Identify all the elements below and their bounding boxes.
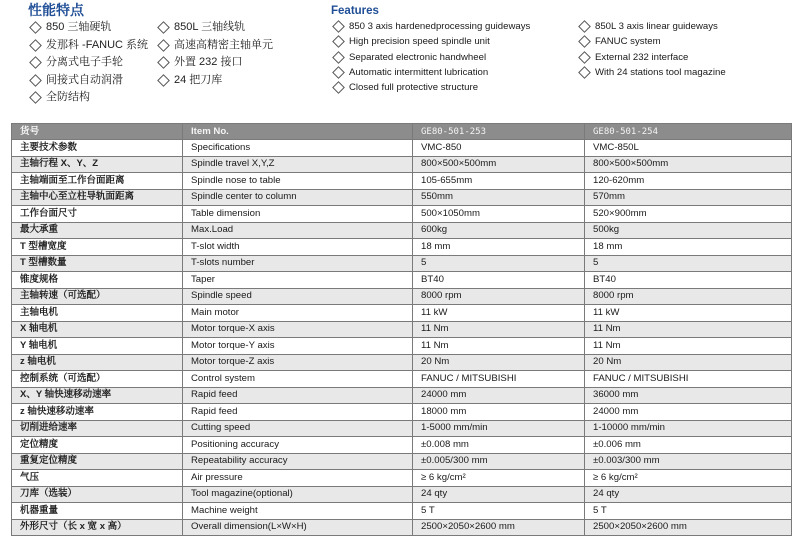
cell-model-a-value: 20 Nm xyxy=(413,354,585,371)
table-row xyxy=(12,321,792,338)
cell-model-b-value: ±0.003/300 mm xyxy=(585,453,792,470)
feature-item: 全防结构 xyxy=(28,89,156,107)
cell-cn-label: 主轴端面至工作台面距离 xyxy=(12,173,183,190)
cell-cn-label: T 型槽数量 xyxy=(12,255,183,272)
cell-model-a-value: 11 Nm xyxy=(413,338,585,355)
cell-model-a-value: ≥ 6 kg/cm² xyxy=(413,470,585,487)
cell-cn-label: 控制系统（可选配） xyxy=(12,371,183,388)
feature-item: 850 3 axis hardenedprocessing guideways xyxy=(331,19,577,34)
cell-model-b-value: 18 mm xyxy=(585,239,792,256)
cell-cn-label: 主轴电机 xyxy=(12,305,183,322)
table-row xyxy=(12,206,792,223)
cell-cn-label: X 轴电机 xyxy=(12,321,183,338)
cell-model-b-value: 5 xyxy=(585,255,792,272)
cell-model-b-value: 500kg xyxy=(585,222,792,239)
diamond-bullet-icon xyxy=(332,66,345,79)
cell-model-b-value: 11 Nm xyxy=(585,321,792,338)
cell-en-label: Rapid feed xyxy=(183,387,413,404)
feature-item: Closed full protective structure xyxy=(331,80,577,95)
cell-en-label: Specifications xyxy=(183,140,413,157)
cell-model-b-value: 800×500×500mm xyxy=(585,156,792,173)
cell-model-b-value: ≥ 6 kg/cm² xyxy=(585,470,792,487)
cell-model-a-value: 24000 mm xyxy=(413,387,585,404)
cell-model-b-value: 11 kW xyxy=(585,305,792,322)
cell-model-b-value: 24000 mm xyxy=(585,404,792,421)
features-en-title: Features xyxy=(331,5,379,17)
cell-model-a-value: 2500×2050×2600 mm xyxy=(413,519,585,536)
feature-item: 850L 3 axis linear guideways xyxy=(577,19,792,34)
table-row xyxy=(12,404,792,421)
cell-model-a-value: FANUC / MITSUBISHI xyxy=(413,371,585,388)
cell-model-b-value: BT40 xyxy=(585,272,792,289)
cell-model-a-value: 800×500×500mm xyxy=(413,156,585,173)
cell-en-label: Table dimension xyxy=(183,206,413,223)
cell-model-a-value: 5 xyxy=(413,255,585,272)
cell-model-a-value: 600kg xyxy=(413,222,585,239)
table-row xyxy=(12,437,792,454)
cell-cn-label: 主轴行程 X、Y、Z xyxy=(12,156,183,173)
cell-model-b-value: FANUC / MITSUBISHI xyxy=(585,371,792,388)
table-row xyxy=(12,503,792,520)
feature-item: With 24 stations tool magazine xyxy=(577,65,792,80)
cell-cn-label: 最大承重 xyxy=(12,222,183,239)
diamond-bullet-icon xyxy=(29,56,42,69)
cell-en-label: Air pressure xyxy=(183,470,413,487)
table-row xyxy=(12,486,792,503)
cell-en-label: Overall dimension(L×W×H) xyxy=(183,519,413,536)
cell-en-label: Rapid feed xyxy=(183,404,413,421)
table-row xyxy=(12,239,792,256)
cell-model-b-value: 36000 mm xyxy=(585,387,792,404)
diamond-bullet-icon xyxy=(29,21,42,34)
diamond-bullet-icon xyxy=(332,20,345,33)
diamond-bullet-icon xyxy=(578,20,591,33)
cell-en-label: Motor torque-X axis xyxy=(183,321,413,338)
cell-cn-label: z 轴快速移动速率 xyxy=(12,404,183,421)
table-row xyxy=(12,272,792,289)
header-cell-item: Item No. xyxy=(183,124,413,140)
table-row xyxy=(12,453,792,470)
cell-cn-label: 主轴转速（可选配） xyxy=(12,288,183,305)
cell-cn-label: z 轴电机 xyxy=(12,354,183,371)
diamond-bullet-icon xyxy=(157,74,170,87)
cell-cn-label: 切削进给速率 xyxy=(12,420,183,437)
cell-cn-label: Y 轴电机 xyxy=(12,338,183,355)
header-cell-cn: 货号 xyxy=(12,124,183,140)
diamond-bullet-icon xyxy=(29,39,42,52)
cell-en-label: T-slots number xyxy=(183,255,413,272)
cell-en-label: Control system xyxy=(183,371,413,388)
feature-item: 发那科 -FANUC 系统 xyxy=(28,37,156,55)
table-row xyxy=(12,156,792,173)
cell-cn-label: T 型槽宽度 xyxy=(12,239,183,256)
cell-model-b-value: 2500×2050×2600 mm xyxy=(585,519,792,536)
feature-item: 24 把刀库 xyxy=(156,72,306,90)
cell-model-a-value: 8000 rpm xyxy=(413,288,585,305)
cell-en-label: Spindle travel X,Y,Z xyxy=(183,156,413,173)
cell-en-label: Positioning accuracy xyxy=(183,437,413,454)
cell-model-b-value: 8000 rpm xyxy=(585,288,792,305)
cell-en-label: Spindle speed xyxy=(183,288,413,305)
table-row xyxy=(12,354,792,371)
cell-model-b-value: 11 Nm xyxy=(585,338,792,355)
diamond-bullet-icon xyxy=(29,91,42,104)
features-cn-list xyxy=(28,19,328,107)
feature-item: 高速高精密主轴单元 xyxy=(156,37,306,55)
cell-en-label: Repeatability accuracy xyxy=(183,453,413,470)
feature-item: 850 三轴硬轨 xyxy=(28,19,156,37)
cell-en-label: Main motor xyxy=(183,305,413,322)
diamond-bullet-icon xyxy=(332,36,345,49)
cell-model-a-value: 18 mm xyxy=(413,239,585,256)
cell-en-label: Spindle nose to table xyxy=(183,173,413,190)
cell-model-b-value: 570mm xyxy=(585,189,792,206)
cell-cn-label: 主轴中心至立柱导轨面距离 xyxy=(12,189,183,206)
table-row xyxy=(12,519,792,536)
diamond-bullet-icon xyxy=(578,36,591,49)
spec-table-body xyxy=(12,140,792,536)
cell-model-a-value: 24 qty xyxy=(413,486,585,503)
cell-model-a-value: 550mm xyxy=(413,189,585,206)
cell-en-label: Taper xyxy=(183,272,413,289)
cell-model-a-value: 11 Nm xyxy=(413,321,585,338)
cell-en-label: Motor torque-Z axis xyxy=(183,354,413,371)
cell-cn-label: X、Y 轴快速移动速率 xyxy=(12,387,183,404)
cell-cn-label: 机器重量 xyxy=(12,503,183,520)
feature-item: External 232 interface xyxy=(577,50,792,65)
cell-en-label: Machine weight xyxy=(183,503,413,520)
feature-item: High precision speed spindle unit xyxy=(331,34,577,49)
cell-en-label: T-slot width xyxy=(183,239,413,256)
spec-table xyxy=(11,123,792,536)
diamond-bullet-icon xyxy=(578,51,591,64)
cell-cn-label: 气压 xyxy=(12,470,183,487)
feature-item: 间接式自动润滑 xyxy=(28,72,156,90)
diamond-bullet-icon xyxy=(332,81,345,94)
table-row xyxy=(12,387,792,404)
cell-model-a-value: 105-655mm xyxy=(413,173,585,190)
features-en-section xyxy=(331,5,796,95)
diamond-bullet-icon xyxy=(29,74,42,87)
features-en-list xyxy=(331,19,796,95)
table-row xyxy=(12,288,792,305)
feature-item: Separated electronic handwheel xyxy=(331,50,577,65)
feature-item: 850L 三轴线轨 xyxy=(156,19,306,37)
table-row xyxy=(12,371,792,388)
diamond-bullet-icon xyxy=(578,66,591,79)
feature-item: 外置 232 接口 xyxy=(156,54,306,72)
features-cn-title: 性能特点 xyxy=(28,2,84,18)
header-cell-model-b: GE80-501-254 xyxy=(585,124,792,140)
cell-cn-label: 定位精度 xyxy=(12,437,183,454)
cell-cn-label: 锥度规格 xyxy=(12,272,183,289)
cell-cn-label: 工作台面尺寸 xyxy=(12,206,183,223)
table-row xyxy=(12,338,792,355)
cell-en-label: Motor torque-Y axis xyxy=(183,338,413,355)
cell-en-label: Max.Load xyxy=(183,222,413,239)
cell-en-label: Cutting speed xyxy=(183,420,413,437)
table-row xyxy=(12,189,792,206)
diamond-bullet-icon xyxy=(332,51,345,64)
cell-model-b-value: 24 qty xyxy=(585,486,792,503)
table-row xyxy=(12,255,792,272)
table-row xyxy=(12,470,792,487)
cell-model-b-value: 5 T xyxy=(585,503,792,520)
cell-model-a-value: 1-5000 mm/min xyxy=(413,420,585,437)
diamond-bullet-icon xyxy=(157,39,170,52)
cell-model-b-value: 1-10000 mm/min xyxy=(585,420,792,437)
cell-model-b-value: 20 Nm xyxy=(585,354,792,371)
cell-model-a-value: ±0.008 mm xyxy=(413,437,585,454)
cell-model-b-value: ±0.006 mm xyxy=(585,437,792,454)
cell-en-label: Tool magazine(optional) xyxy=(183,486,413,503)
cell-model-a-value: 5 T xyxy=(413,503,585,520)
header-cell-model-a: GE80-501-253 xyxy=(413,124,585,140)
table-row xyxy=(12,140,792,157)
cell-model-a-value: 500×1050mm xyxy=(413,206,585,223)
cell-cn-label: 刀库（选装） xyxy=(12,486,183,503)
cell-model-a-value: VMC-850 xyxy=(413,140,585,157)
cell-model-b-value: 520×900mm xyxy=(585,206,792,223)
table-header-row xyxy=(12,124,792,140)
cell-cn-label: 重复定位精度 xyxy=(12,453,183,470)
feature-item: FANUC system xyxy=(577,34,792,49)
table-row xyxy=(12,173,792,190)
diamond-bullet-icon xyxy=(157,56,170,69)
table-row xyxy=(12,305,792,322)
feature-item: 分离式电子手轮 xyxy=(28,54,156,72)
cell-model-a-value: 11 kW xyxy=(413,305,585,322)
cell-model-b-value: VMC-850L xyxy=(585,140,792,157)
diamond-bullet-icon xyxy=(157,21,170,34)
feature-item: Automatic intermittent lubrication xyxy=(331,65,577,80)
table-row xyxy=(12,222,792,239)
cell-model-a-value: 18000 mm xyxy=(413,404,585,421)
cell-en-label: Spindle center to column xyxy=(183,189,413,206)
features-cn-section xyxy=(28,2,328,107)
cell-model-a-value: BT40 xyxy=(413,272,585,289)
table-row xyxy=(12,420,792,437)
cell-model-b-value: 120-620mm xyxy=(585,173,792,190)
cell-cn-label: 外形尺寸（长 x 宽 x 高） xyxy=(12,519,183,536)
cell-cn-label: 主要技术参数 xyxy=(12,140,183,157)
cell-model-a-value: ±0.005/300 mm xyxy=(413,453,585,470)
